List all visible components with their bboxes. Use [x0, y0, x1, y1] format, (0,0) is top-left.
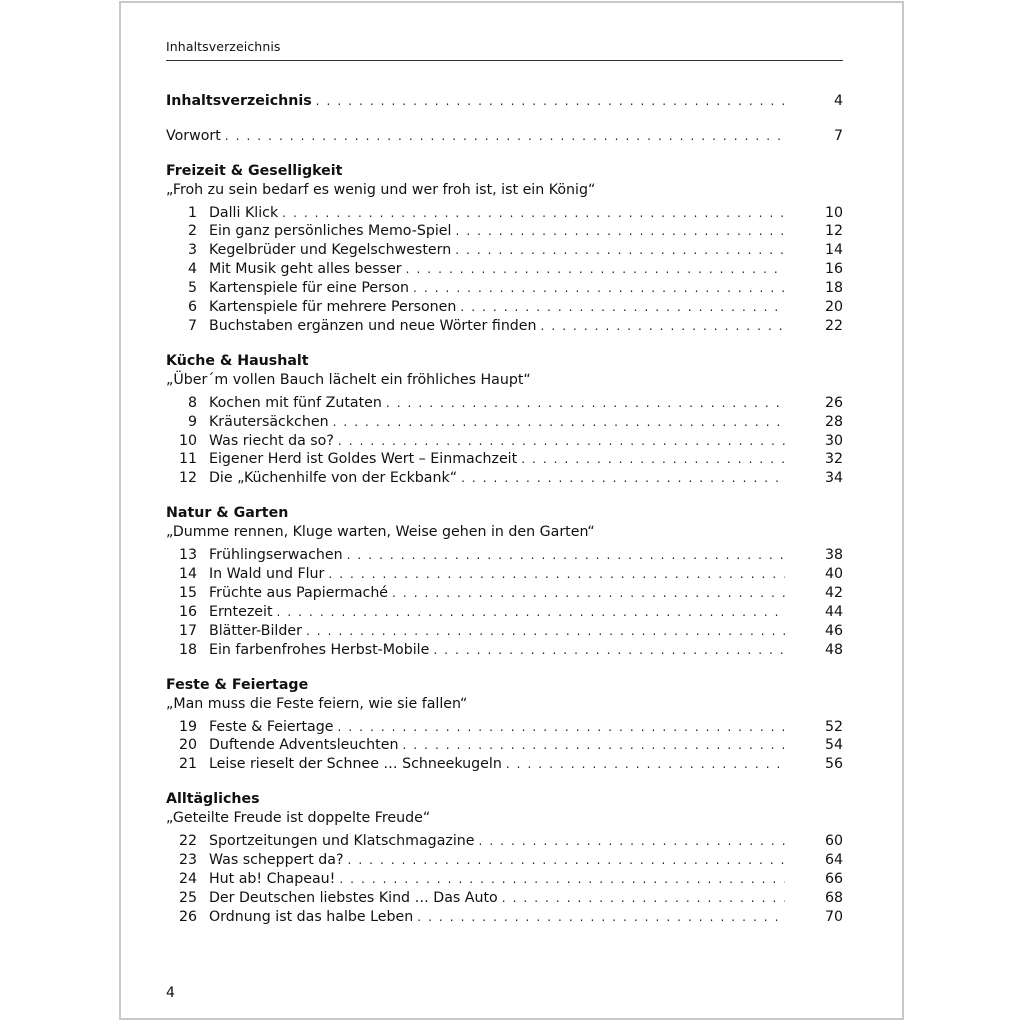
toc-entry-title: Der Deutschen liebstes Kind … Das Auto	[209, 889, 498, 906]
toc-entry-number: 12	[178, 470, 197, 487]
toc-entry[interactable]	[166, 622, 843, 641]
toc-entry[interactable]	[166, 241, 843, 260]
table-of-contents	[166, 91, 843, 927]
toc-entry-title: Was scheppert da?	[209, 852, 344, 869]
dot-leader	[402, 736, 785, 755]
toc-entry[interactable]	[166, 413, 843, 432]
toc-entry-page: 42	[824, 584, 843, 601]
dot-leader	[348, 851, 785, 870]
toc-entry-number: 26	[178, 908, 197, 925]
toc-entry-title: Erntezeit	[209, 603, 273, 620]
toc-entry[interactable]	[166, 279, 843, 298]
toc-entry-page: 66	[824, 870, 843, 887]
toc-entry[interactable]	[166, 755, 843, 774]
toc-entry[interactable]	[166, 832, 843, 851]
toc-entry[interactable]	[166, 260, 843, 279]
toc-entry[interactable]	[166, 641, 843, 660]
toc-entry-number: 20	[178, 737, 197, 754]
toc-entry-number: 6	[187, 298, 197, 315]
toc-entry-number: 23	[178, 852, 197, 869]
toc-entry-page: 16	[824, 261, 843, 278]
toc-entry-page: 38	[824, 547, 843, 564]
footer-page-number: 4	[166, 985, 175, 1001]
dot-leader	[413, 279, 785, 298]
toc-entry-top[interactable]	[166, 126, 843, 146]
section-title: Freizeit & Geselligkeit	[166, 162, 343, 179]
dot-leader	[406, 260, 785, 279]
dot-leader	[328, 565, 785, 584]
dot-leader	[417, 908, 785, 927]
toc-entry[interactable]	[166, 317, 843, 336]
toc-entry-number: 18	[178, 641, 197, 658]
toc-entry-page: 7	[833, 127, 843, 144]
toc-entry-title: Die „Küchenhilfe von der Eckbank“	[209, 470, 458, 487]
running-head: Inhaltsverzeichnis	[166, 39, 281, 54]
toc-entry-title: Kochen mit fünf Zutaten	[209, 394, 382, 411]
toc-entry-page: 20	[824, 298, 843, 315]
section-quote: „Geteilte Freude ist doppelte Freude“	[166, 810, 431, 827]
toc-entry[interactable]	[166, 565, 843, 584]
dot-leader	[225, 126, 785, 146]
section-quote: „Man muss die Feste feiern, wie sie fallen“	[166, 695, 468, 712]
toc-entry-title: Hut ab! Chapeau!	[209, 870, 336, 887]
dot-leader	[338, 718, 786, 737]
dot-leader	[277, 603, 785, 622]
section-quote: „Über´m vollen Bauch lächelt ein fröhliches Haupt“	[166, 371, 531, 388]
dot-leader	[282, 204, 785, 223]
toc-entry-title: Kartenspiele für mehrere Personen	[209, 298, 457, 315]
toc-entry-title: Feste & Feiertage	[209, 718, 334, 735]
dot-leader	[316, 91, 785, 111]
toc-entry-page: 40	[824, 566, 843, 583]
toc-entry[interactable]	[166, 432, 843, 451]
toc-entry-page: 26	[824, 394, 843, 411]
toc-entry-number: 24	[178, 870, 197, 887]
toc-entry-number: 8	[187, 394, 197, 411]
dot-leader	[479, 832, 786, 851]
toc-entry-number: 25	[178, 889, 197, 906]
toc-entry-page: 70	[824, 908, 843, 925]
dot-leader	[455, 222, 785, 241]
toc-entry-title: Ordnung ist das halbe Leben	[209, 908, 414, 925]
toc-entry-number: 17	[178, 622, 197, 639]
toc-entry-page: 14	[824, 242, 843, 259]
dot-leader	[461, 469, 785, 488]
toc-entry-page: 44	[824, 603, 843, 620]
toc-entry-page: 54	[824, 737, 843, 754]
toc-entry-number: 22	[178, 833, 197, 850]
section-title: Feste & Feiertage	[166, 676, 309, 693]
toc-entry[interactable]	[166, 908, 843, 927]
toc-entry-page: 56	[824, 756, 843, 773]
toc-entry-number: 7	[187, 317, 197, 334]
toc-entry[interactable]	[166, 394, 843, 413]
dot-leader	[338, 432, 785, 451]
toc-entry[interactable]	[166, 851, 843, 870]
toc-entry-page: 48	[824, 641, 843, 658]
toc-entry-title: Früchte aus Papiermaché	[209, 584, 389, 601]
toc-entry-number: 15	[178, 584, 197, 601]
dot-leader	[306, 622, 785, 641]
toc-entry-title: Blätter-Bilder	[209, 622, 302, 639]
toc-entry-page: 32	[824, 451, 843, 468]
toc-entry-number: 4	[187, 261, 197, 278]
toc-entry-page: 30	[824, 432, 843, 449]
toc-entry-page: 46	[824, 622, 843, 639]
toc-entry-number: 9	[187, 413, 197, 430]
toc-entry-number: 13	[178, 547, 197, 564]
toc-entry-number: 1	[187, 204, 197, 221]
toc-section	[166, 504, 843, 675]
toc-entry[interactable]	[166, 889, 843, 908]
toc-entry-page: 22	[824, 317, 843, 334]
toc-entry-title: Ein ganz persönliches Memo-Spiel	[209, 223, 452, 240]
toc-entry[interactable]	[166, 222, 843, 241]
toc-entry-page: 52	[824, 718, 843, 735]
toc-entry-number: 16	[178, 603, 197, 620]
dot-leader	[347, 546, 785, 565]
toc-entry[interactable]	[166, 546, 843, 565]
section-title: Alltägliches	[166, 791, 260, 808]
toc-entry[interactable]	[166, 204, 843, 223]
toc-entry-number: 2	[187, 223, 197, 240]
toc-entry-page: 18	[824, 280, 843, 297]
toc-entry-title: Leise rieselt der Schnee … Schneekugeln	[209, 756, 502, 773]
dot-leader	[339, 870, 785, 889]
toc-entry[interactable]	[166, 736, 843, 755]
toc-entry-title: Frühlingserwachen	[209, 547, 343, 564]
toc-entry-title: Was riecht da so?	[209, 432, 334, 449]
toc-entry-title: Kartenspiele für eine Person	[209, 280, 410, 297]
toc-entry-title: In Wald und Flur	[209, 566, 325, 583]
toc-entry-top[interactable]	[166, 91, 843, 111]
toc-section	[166, 162, 843, 352]
toc-entry-page: 64	[824, 852, 843, 869]
toc-entry-title: Sportzeitungen und Klatschmagazine	[209, 833, 475, 850]
toc-entry-page: 4	[833, 93, 843, 109]
toc-section	[166, 790, 843, 926]
dot-leader	[502, 889, 785, 908]
toc-entry-page: 68	[824, 889, 843, 906]
dot-leader	[455, 241, 785, 260]
toc-entry-number: 14	[178, 566, 197, 583]
toc-entry-number: 10	[178, 432, 197, 449]
toc-entry-page: 12	[824, 223, 843, 240]
toc-entry-page: 10	[824, 204, 843, 221]
toc-entry[interactable]	[166, 469, 843, 488]
dot-leader	[460, 298, 785, 317]
toc-entry-title: Vorwort	[166, 127, 221, 144]
section-quote: „Froh zu sein bedarf es wenig und wer froh ist, ist ein König“	[166, 181, 596, 198]
toc-entry[interactable]	[166, 718, 843, 737]
toc-entry-title: Dalli Klick	[209, 204, 279, 221]
toc-entry-title: Buchstaben ergänzen und neue Wörter finden	[209, 317, 537, 334]
dot-leader	[386, 394, 785, 413]
toc-sections	[166, 162, 843, 927]
toc-entry[interactable]	[166, 450, 843, 469]
toc-entry[interactable]	[166, 870, 843, 889]
dot-leader	[392, 584, 785, 603]
dot-leader	[541, 317, 785, 336]
section-quote: „Dumme rennen, Kluge warten, Weise gehen in den Garten“	[166, 524, 595, 541]
toc-entry-number: 21	[178, 756, 197, 773]
toc-entry-title: Duftende Adventsleuchten	[209, 737, 399, 754]
dot-leader	[506, 755, 785, 774]
toc-entry-number: 3	[187, 242, 197, 259]
toc-entry-number: 19	[178, 718, 197, 735]
dot-leader	[521, 450, 785, 469]
toc-entry-page: 60	[824, 833, 843, 850]
toc-entry[interactable]	[166, 298, 843, 317]
section-title: Küche & Haushalt	[166, 352, 309, 369]
toc-entry-number: 11	[178, 451, 197, 468]
toc-entry[interactable]	[166, 584, 843, 603]
toc-entry-title: Eigener Herd ist Goldes Wert – Einmachzeit	[209, 451, 518, 468]
document-page	[119, 1, 904, 1020]
toc-entry-title: Inhaltsverzeichnis	[166, 93, 312, 109]
dot-leader	[333, 413, 785, 432]
toc-section	[166, 676, 843, 791]
toc-entry-title: Mit Musik geht alles besser	[209, 261, 402, 278]
toc-section	[166, 352, 843, 504]
section-title: Natur & Garten	[166, 505, 289, 522]
toc-entry[interactable]	[166, 603, 843, 622]
toc-entry-title: Kräutersäckchen	[209, 413, 329, 430]
toc-entry-page: 28	[824, 413, 843, 430]
header-rule	[166, 60, 843, 61]
toc-entry-page: 34	[824, 470, 843, 487]
dot-leader	[433, 641, 785, 660]
toc-entry-title: Ein farbenfrohes Herbst-Mobile	[209, 641, 430, 658]
toc-entry-title: Kegelbrüder und Kegelschwestern	[209, 242, 452, 259]
toc-entry-number: 5	[187, 280, 197, 297]
